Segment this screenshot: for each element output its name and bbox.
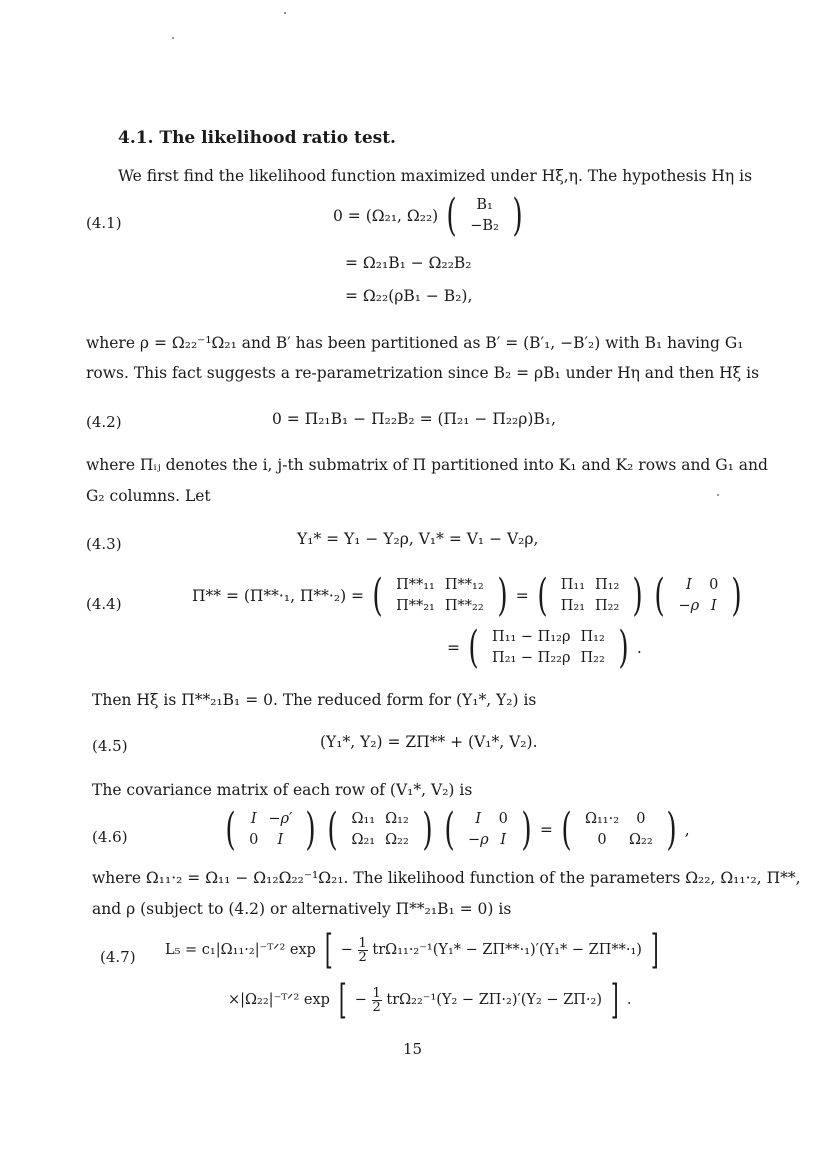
matrix-cell: Π₂₂ xyxy=(580,650,605,666)
eq41-vector xyxy=(465,195,504,237)
paragraph-reduced-form: Then Hξ is Π**₂₁B₁ = 0. The reduced form for (Y₁*, Y₂) is xyxy=(92,691,537,709)
matrix-cell: Ω₁₁ xyxy=(351,811,376,827)
matrix-result xyxy=(487,627,610,669)
left-bracket: [ xyxy=(338,977,347,1023)
matrix-right xyxy=(463,809,513,851)
right-paren: ) xyxy=(422,804,433,855)
equation-4-7-line2 xyxy=(228,977,632,1023)
paragraph-partition-line2: rows. This fact suggests a re-parametrization since B₂ = ρB₁ under Hη and then Hξ is xyxy=(86,364,760,382)
eq47-line1-lhs: L₅ = c₁|Ω₁₁·₂|⁻ᵀᐟ² exp xyxy=(165,942,316,958)
eq44-lhs: Π** = (Π**·₁, Π**·₂) = xyxy=(192,587,365,605)
right-paren: ) xyxy=(497,570,508,621)
equation-4-4-line1 xyxy=(192,570,746,621)
equals-sign: = xyxy=(447,639,460,657)
left-paren: ( xyxy=(468,622,479,673)
equation-number-4-2: (4.2) xyxy=(86,413,122,431)
page-number: 15 xyxy=(403,1040,423,1058)
matrix-cell: Π₁₂ xyxy=(580,629,605,645)
eq47-line2-lhs: ×|Ω₂₂|⁻ᵀᐟ² exp xyxy=(228,992,330,1008)
equation-number-4-5: (4.5) xyxy=(92,737,128,755)
fraction-numerator: 1 xyxy=(372,985,381,1001)
left-paren: ( xyxy=(561,804,572,855)
scan-speck xyxy=(284,12,286,14)
matrix-cell: Ω₁₂ xyxy=(385,811,409,827)
vector-cell: B₁ xyxy=(476,197,493,213)
minus-sign: − xyxy=(354,992,367,1008)
matrix-cell: Π**₁₁ xyxy=(396,577,435,593)
equation-number-4-4: (4.4) xyxy=(86,595,122,613)
right-paren: ) xyxy=(731,570,743,621)
matrix-cell: Π**₂₂ xyxy=(444,598,484,614)
period: . xyxy=(636,639,642,657)
matrix-pi xyxy=(556,575,625,617)
fraction-half xyxy=(372,987,382,1014)
matrix-cell: 0 xyxy=(498,811,508,827)
comma: , xyxy=(684,821,690,839)
matrix-cell: 0 xyxy=(709,577,719,593)
right-bracket: ] xyxy=(610,977,619,1023)
matrix-cell: Π₂₁ xyxy=(560,598,586,614)
matrix-cell: I xyxy=(250,811,257,827)
fraction-numerator: 1 xyxy=(358,935,367,951)
matrix-cell: Π**₁₂ xyxy=(444,577,484,593)
paragraph-partition-line1: where ρ = Ω₂₂⁻¹Ω₂₁ and B′ has been partitioned as B′ = (B′₁, −B′₂) with B₁ having G₁ xyxy=(86,334,744,352)
equation-number-4-1: (4.1) xyxy=(86,214,122,232)
scan-speck xyxy=(717,494,719,496)
fraction-half xyxy=(358,937,368,964)
minus-sign: − xyxy=(340,942,353,958)
matrix-left xyxy=(244,809,297,851)
vector-cell: −B₂ xyxy=(470,218,499,234)
eq47-line1-body: trΩ₁₁·₂⁻¹(Y₁* − ZΠ**·₁)′(Y₁* − ZΠ**·₁) xyxy=(372,942,642,958)
matrix-cell: Π₂₂ xyxy=(595,598,620,614)
paragraph-likelihood-line2: and ρ (subject to (4.2) or alternatively Π**₂₁B₁ = 0) is xyxy=(92,900,512,918)
right-paren: ) xyxy=(521,804,532,855)
scan-speck xyxy=(172,37,174,39)
paragraph-covariance: The covariance matrix of each row of (V₁*, V₂) is xyxy=(92,781,473,799)
matrix-cell: I xyxy=(475,811,482,827)
equation-number-4-3: (4.3) xyxy=(86,535,122,553)
matrix-transform xyxy=(673,575,723,617)
matrix-cell: I xyxy=(685,577,692,593)
matrix-cell: Π**₂₁ xyxy=(396,598,435,614)
matrix-cell: Ω₁₁·₂ xyxy=(584,811,620,827)
left-bracket: [ xyxy=(324,927,333,973)
equation-4-1-line3: = Ω₂₂(ρB₁ − B₂), xyxy=(345,287,473,305)
matrix-cell: I xyxy=(277,832,284,848)
right-paren: ) xyxy=(305,804,316,855)
matrix-cell: I xyxy=(710,598,717,614)
equation-4-5: (Y₁*, Y₂) = ZΠ** + (V₁*, V₂). xyxy=(320,733,538,751)
matrix-cell: I xyxy=(500,832,507,848)
equation-4-7-line1 xyxy=(165,927,662,973)
matrix-cell: Ω₂₂ xyxy=(385,832,409,848)
matrix-cell: Π₁₂ xyxy=(595,577,620,593)
paragraph-likelihood-line1: where Ω₁₁·₂ = Ω₁₁ − Ω₁₂Ω₂₂⁻¹Ω₂₁. The likelihood function of the parameters Ω₂₂, Ω₁₁·₂, Π**, xyxy=(92,869,801,887)
equation-4-4-line2 xyxy=(447,622,642,673)
right-paren: ) xyxy=(512,190,523,241)
period: . xyxy=(626,992,632,1008)
left-paren: ( xyxy=(654,570,666,621)
paragraph-intro: We first find the likelihood function maximized under Hξ,η. The hypothesis Hη is xyxy=(118,167,753,185)
matrix-cell: 0 xyxy=(249,832,259,848)
eq47-line2-body: trΩ₂₂⁻¹(Y₂ − ZΠ·₂)′(Y₂ − ZΠ·₂) xyxy=(386,992,602,1008)
equation-4-3: Y₁* = Y₁ − Y₂ρ, V₁* = V₁ − V₂ρ, xyxy=(297,530,539,548)
matrix-cell: −ρ xyxy=(467,832,489,848)
equation-4-2: 0 = Π₂₁B₁ − Π₂₂B₂ = (Π₂₁ − Π₂₂ρ)B₁, xyxy=(272,410,556,428)
right-paren: ) xyxy=(632,570,643,621)
matrix-cell: Ω₂₁ xyxy=(351,832,376,848)
matrix-cell: Π₁₁ xyxy=(560,577,586,593)
matrix-block-diag xyxy=(580,809,658,851)
right-paren: ) xyxy=(666,804,677,855)
matrix-cell: Π₂₁ − Π₂₂ρ xyxy=(492,650,571,666)
equals-sign: = xyxy=(515,587,529,605)
left-paren: ( xyxy=(537,570,548,621)
matrix-cell: 0 xyxy=(597,832,607,848)
matrix-cell: −ρ′ xyxy=(268,811,293,827)
fraction-denominator: 2 xyxy=(372,999,381,1015)
left-paren: ( xyxy=(446,190,457,241)
equation-4-1-line2: = Ω₂₁B₁ − Ω₂₂B₂ xyxy=(345,254,472,272)
left-paren: ( xyxy=(444,804,455,855)
matrix-cell: 0 xyxy=(636,811,646,827)
paragraph-submatrix-line1: where Πᵢⱼ denotes the i, j-th submatrix of Π partitioned into K₁ and K₂ rows and G₁ and xyxy=(86,456,768,474)
matrix-pi-star xyxy=(391,575,489,617)
equation-number-4-6: (4.6) xyxy=(92,828,128,846)
equation-4-6 xyxy=(222,804,690,855)
equals-sign: = xyxy=(539,821,553,839)
fraction-denominator: 2 xyxy=(358,949,367,965)
eq41-lhs: 0 = (Ω₂₁, Ω₂₂) xyxy=(333,207,439,225)
right-bracket: ] xyxy=(650,927,659,973)
left-paren: ( xyxy=(372,570,383,621)
matrix-cell: −ρ xyxy=(678,598,700,614)
section-heading: 4.1. The likelihood ratio test. xyxy=(118,128,396,148)
left-paren: ( xyxy=(225,804,236,855)
matrix-omega xyxy=(346,809,413,851)
left-paren: ( xyxy=(327,804,339,855)
matrix-cell: Π₁₁ − Π₁₂ρ xyxy=(492,629,571,645)
equation-4-1-line1 xyxy=(333,190,526,241)
equation-number-4-7: (4.7) xyxy=(100,948,136,966)
matrix-cell: Ω₂₂ xyxy=(629,832,653,848)
paragraph-submatrix-line2: G₂ columns. Let xyxy=(86,487,211,505)
right-paren: ) xyxy=(618,622,629,673)
